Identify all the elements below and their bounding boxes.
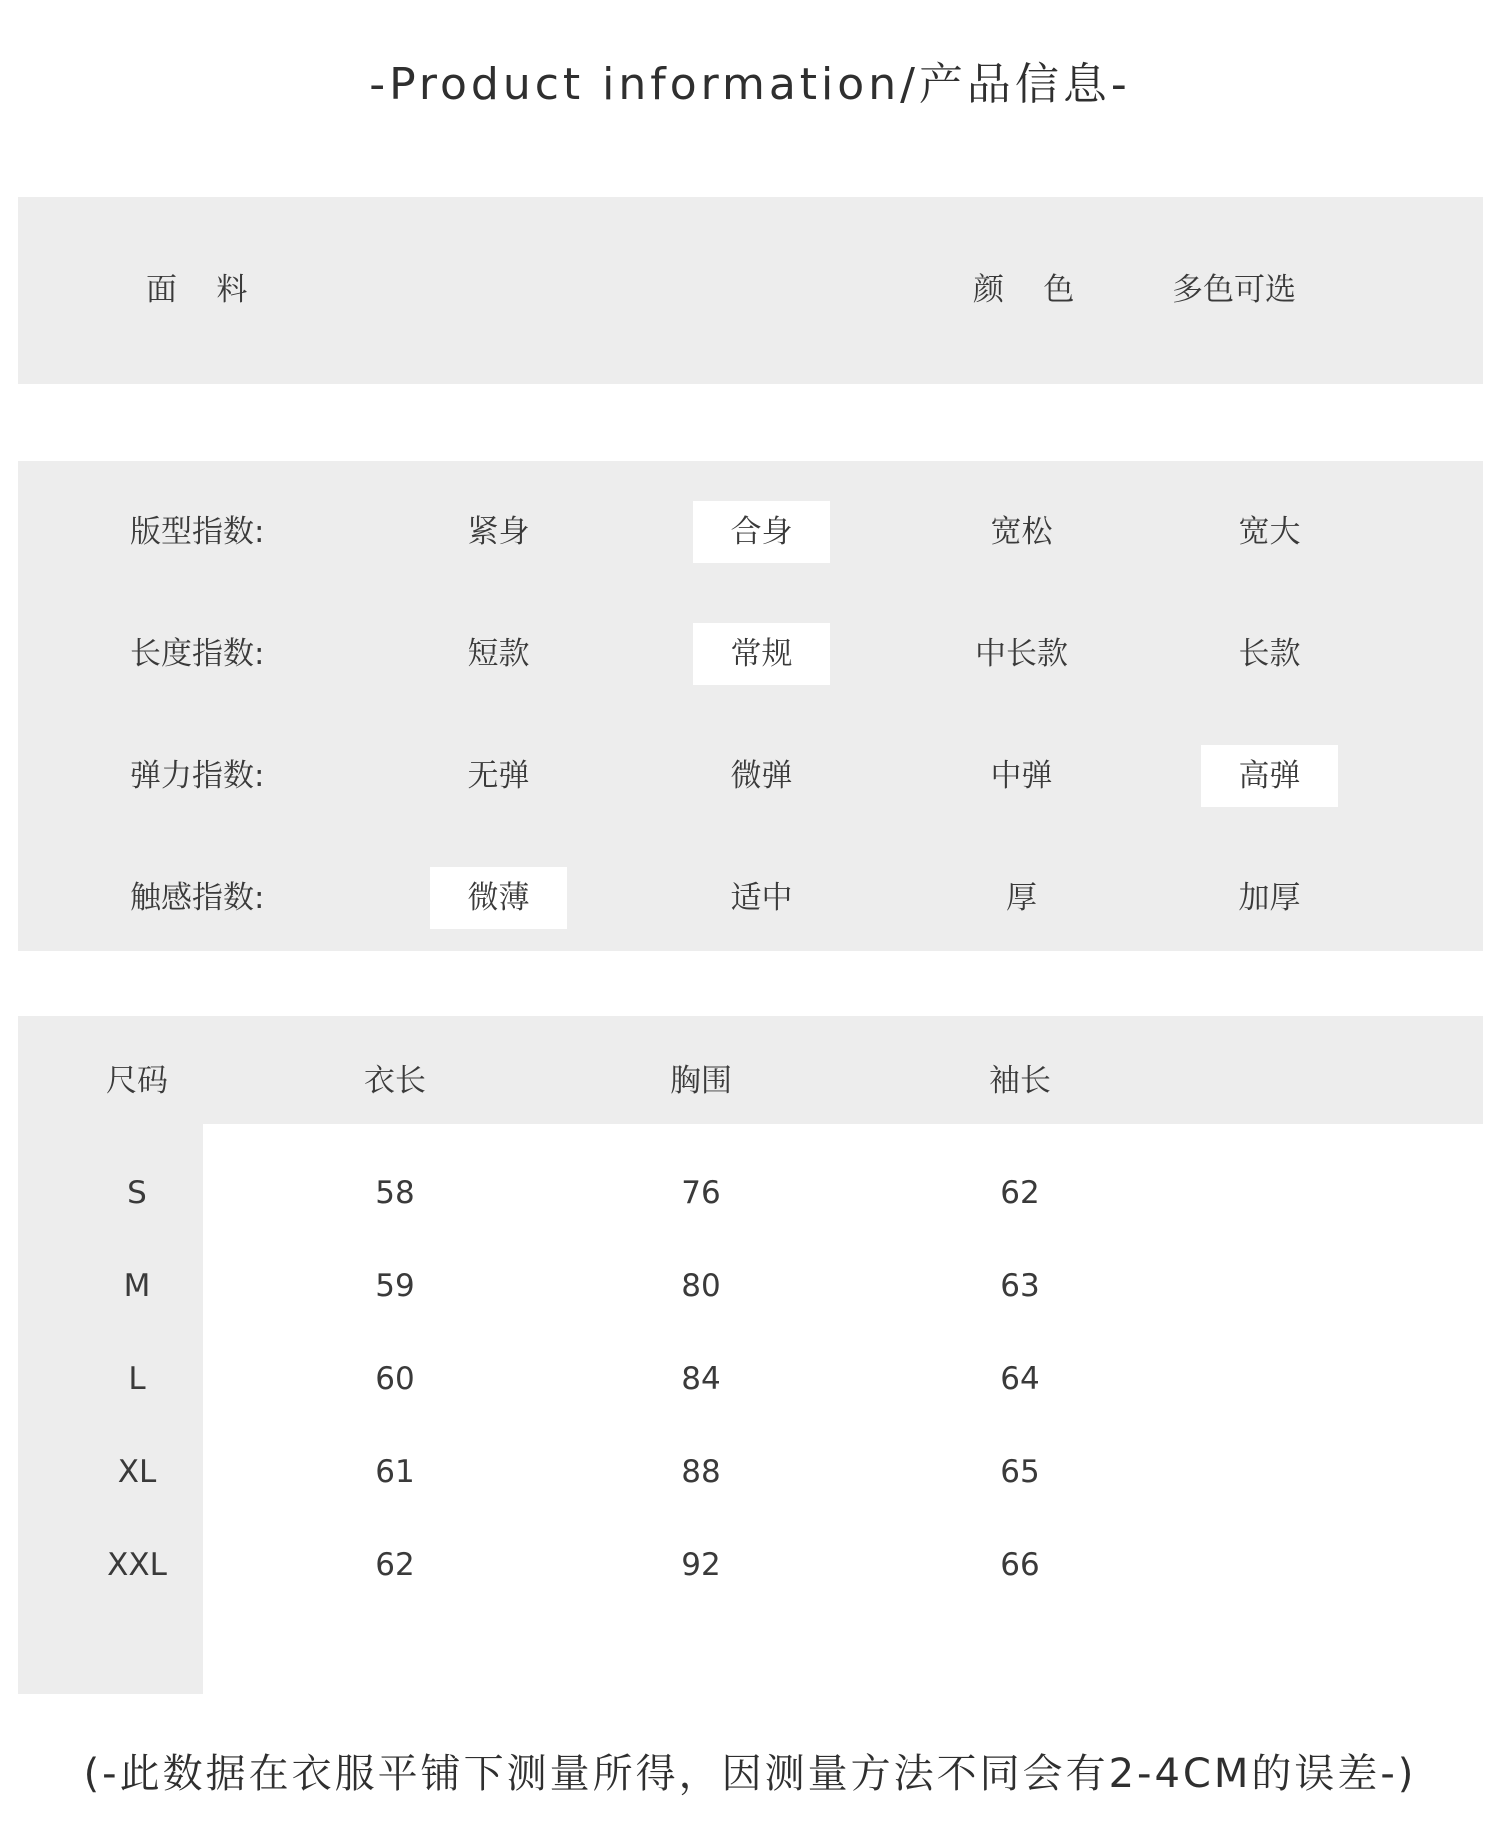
index-label: 长度指数: [130,636,265,672]
index-option: 中长款 [975,636,1068,672]
fabric-label: 面 料 [146,272,248,308]
table-row [18,1147,1483,1240]
index-row-thickness [18,867,1483,929]
index-option: 合身 [693,501,830,563]
index-option: 厚 [1006,880,1037,916]
index-row-elasticity [18,745,1483,807]
chest-cell: 80 [681,1268,721,1304]
column-header-length: 衣长 [364,1063,426,1099]
index-row-length [18,623,1483,685]
index-label: 触感指数: [130,880,265,916]
size-table-header [18,1016,1483,1124]
length-cell: 60 [375,1361,415,1397]
measurement-note: (-此数据在衣服平铺下测量所得，因测量方法不同会有2-4CM的误差-) [83,1751,1417,1797]
size-cell: L [128,1361,146,1397]
table-row [18,1333,1483,1426]
index-option: 加厚 [1238,880,1301,916]
size-table [18,1016,1483,1694]
chest-cell: 76 [681,1175,721,1211]
index-label: 弹力指数: [130,758,265,794]
length-cell: 58 [375,1175,415,1211]
column-header-chest: 胸围 [670,1063,732,1099]
color-value: 多色可选 [1172,272,1296,308]
index-option: 中弹 [990,758,1053,794]
index-option: 常规 [693,623,830,685]
size-cell: XL [117,1454,157,1490]
index-panel [18,461,1483,951]
page-title: -Product information/产品信息- [369,59,1131,110]
size-cell: S [127,1175,147,1211]
length-cell: 59 [375,1268,415,1304]
index-option: 无弹 [467,758,530,794]
index-option: 紧身 [467,514,530,550]
color-label: 颜 色 [973,272,1075,308]
sleeve-cell: 64 [1000,1361,1040,1397]
table-row [18,1426,1483,1519]
sleeve-cell: 66 [1000,1547,1040,1583]
index-option: 短款 [467,636,530,672]
index-option: 适中 [730,880,793,916]
index-option: 高弹 [1201,745,1338,807]
index-option: 宽大 [1238,514,1301,550]
sleeve-cell: 63 [1000,1268,1040,1304]
index-option: 长款 [1238,636,1301,672]
sleeve-cell: 65 [1000,1454,1040,1490]
chest-cell: 88 [681,1454,721,1490]
size-cell: M [123,1268,151,1304]
column-header-sleeve: 袖长 [989,1063,1051,1099]
length-cell: 62 [375,1547,415,1583]
column-header-size: 尺码 [106,1063,168,1099]
chest-cell: 84 [681,1361,721,1397]
chest-cell: 92 [681,1547,721,1583]
basic-info-panel [18,197,1483,384]
index-label: 版型指数: [130,514,265,550]
sleeve-cell: 62 [1000,1175,1040,1211]
length-cell: 61 [375,1454,415,1490]
index-row-fit [18,501,1483,563]
size-cell: XXL [107,1547,167,1583]
table-row [18,1240,1483,1333]
index-option: 微弹 [730,758,793,794]
index-option: 微薄 [430,867,567,929]
table-row [18,1519,1483,1612]
index-option: 宽松 [990,514,1053,550]
